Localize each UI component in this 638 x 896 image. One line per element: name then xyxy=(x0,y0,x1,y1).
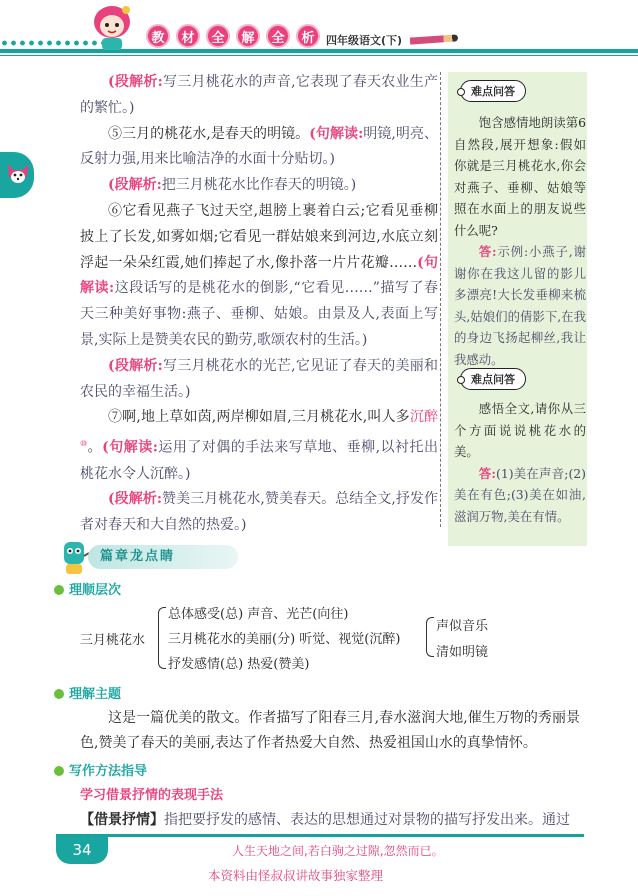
answer-text: 示例:小燕子,谢谢你在我这儿留的影儿多漂亮!大长发垂柳来梳头,姑娘们的倩影下,在我的身边飞扬起柳丝,我让我感动。 xyxy=(454,244,586,367)
analysis-label: (段解析: xyxy=(108,357,163,374)
diagram-row: 抒发感情(总) 热爱(赞美) xyxy=(168,657,310,672)
brace-left xyxy=(158,607,166,669)
column-divider xyxy=(440,72,441,527)
title-char: 解 xyxy=(236,24,260,48)
banner-title: 篇章龙点睛 xyxy=(88,545,238,569)
paragraph-text: ⑥它看见燕子飞过天空,趄膀上裹着白云;它看见垂柳披上了长发,如雾如烟;它看见一群姑娘来到河边,水底立刻浮起一朵朵红霞,她们捧起了水,像扑落一片片花瓣…… xyxy=(80,202,438,271)
text-paragraph xyxy=(80,199,438,354)
title-char: 材 xyxy=(176,24,200,48)
qa-tag: 难点问答 xyxy=(460,80,526,102)
qa-block-2 xyxy=(454,398,586,527)
method-title: 学习借景抒情的表现手法 xyxy=(80,788,224,803)
page-number: 34 xyxy=(56,836,108,864)
answer-text: (1)美在声音;(2)美在有色;(3)美在如油,滋润万物,美在有情。 xyxy=(454,465,586,524)
qa-question: 饱含感情地朗读第6自然段,展开想象:假如你就是三月桃花水,你会对燕子、垂柳、姑娘等照在水面上的朋友说些什么呢? xyxy=(454,115,586,238)
fox-face-icon xyxy=(6,160,30,186)
diagram-right-item: 清如明镜 xyxy=(436,645,489,660)
paragraph-analysis xyxy=(80,173,438,199)
text-paragraph xyxy=(80,405,438,487)
sentence-note-label: (句解读: xyxy=(102,439,158,456)
dragon-mascot-icon xyxy=(58,536,90,576)
qa-block-1 xyxy=(454,112,586,370)
qa-answer xyxy=(454,463,586,528)
grade-subtitle: 四年级语文(下) xyxy=(326,34,403,47)
paragraph-analysis xyxy=(80,354,438,406)
sentence-note-text: 明镜,明亮、反射力强,用来比喻洁净的水面十分贴切。) xyxy=(80,125,438,168)
punctuation: 。 xyxy=(87,439,103,456)
paragraph-analysis xyxy=(80,70,438,122)
mascot-icon xyxy=(88,2,136,54)
text-paragraph xyxy=(80,122,438,174)
diagram-right-item: 声似音乐 xyxy=(436,619,489,634)
title-char: 全 xyxy=(266,24,290,48)
structure-diagram xyxy=(80,603,550,671)
title-char: 析 xyxy=(296,24,320,48)
analysis-label: (段解析: xyxy=(108,177,162,194)
analysis-text: 把三月桃花水比作春天的明镜。) xyxy=(161,177,357,194)
subhead-structure: 理顺层次 xyxy=(54,579,121,598)
analysis-text: 赞美三月桃花水,赞美春天。总结全文,抒发作者对春天和大自然的热爱。) xyxy=(80,491,438,534)
title-char: 全 xyxy=(206,24,230,48)
subhead-theme: 理解主题 xyxy=(54,683,121,702)
diagram-row: 三月桃花水的美丽(分) 听觉、视觉(沉醉) xyxy=(168,632,401,647)
method-label: 【借景抒情】 xyxy=(80,812,164,828)
subhead-writing: 写作方法指导 xyxy=(54,760,147,779)
theme-paragraph xyxy=(80,706,580,756)
analysis-text: 写三月桃花水的声音,它表现了春天农业生产的繁忙。) xyxy=(80,74,439,116)
qa-tag: 难点问答 xyxy=(460,368,526,390)
header-rule-thin xyxy=(0,55,638,56)
page-header xyxy=(0,0,638,62)
paragraph-analysis xyxy=(80,487,438,539)
footer-quote: 人生天地之间,若白驹之过隙,忽然而已。 xyxy=(232,844,444,858)
sentence-note-text: 这段话写的是桃花水的倒影,“它看见……”描写了春天三种美好事物:燕子、垂柳、姑娘。由景及人,表面上写景,实际上是赞美农民的勤劳,歌颂农村的生活。) xyxy=(80,280,438,348)
pencil-icon xyxy=(410,34,458,44)
brace-right xyxy=(426,617,434,657)
analysis-label: (段解析: xyxy=(108,491,162,508)
qa-question: 感悟全文,请你从三个方面说说桃花水的美。 xyxy=(454,401,586,459)
diagram-row: 总体感受(总) 声音、光芒(向往) xyxy=(168,607,349,622)
qa-answer xyxy=(454,241,586,370)
footer-rule xyxy=(56,834,584,837)
method-text: 指把要抒发的感情、表达的思想通过对景物的描写抒发出来。通过 xyxy=(164,812,570,828)
diagram-root: 三月桃花水 xyxy=(80,633,146,648)
sentence-note-text: 运用了对偶的手法来写草地、垂柳,以衬托出桃花水令人沉醉。) xyxy=(80,439,438,482)
answer-label: 答: xyxy=(478,244,497,259)
title-char: 教 xyxy=(146,24,170,48)
footnote-marker: ⑩ xyxy=(80,439,88,449)
book-title xyxy=(146,24,320,48)
footer-source-note: 本资料由怪叔叔讲故事独家整理 xyxy=(208,868,384,883)
analysis-label: (段解析: xyxy=(108,74,163,90)
paragraph-text: ⑤三月的桃花水,是春天的明镜。 xyxy=(108,125,310,142)
method-paragraph xyxy=(80,809,580,831)
answer-label: 答: xyxy=(478,465,496,481)
sentence-note-label: (句解读: xyxy=(309,125,364,142)
vocab-highlight: 沉醉 xyxy=(409,409,438,426)
theme-text: 这是一篇优美的散文。作者描写了阳春三月,春水滋润大地,催生万物的秀丽景色,赞美了春天的美丽,表达了作者热爱大自然、热爱祖国山水的真挚情怀。 xyxy=(80,710,580,751)
paragraph-text: ⑦啊,地上草如茵,两岸柳如眉,三月桃花水,叫人多 xyxy=(108,409,410,426)
analysis-text: 写三月桃花水的光芒,它见证了春天的美丽和农民的幸福生活。) xyxy=(80,357,439,400)
main-text-column xyxy=(80,70,438,539)
sentence-note-label: (句解读: xyxy=(80,254,439,297)
